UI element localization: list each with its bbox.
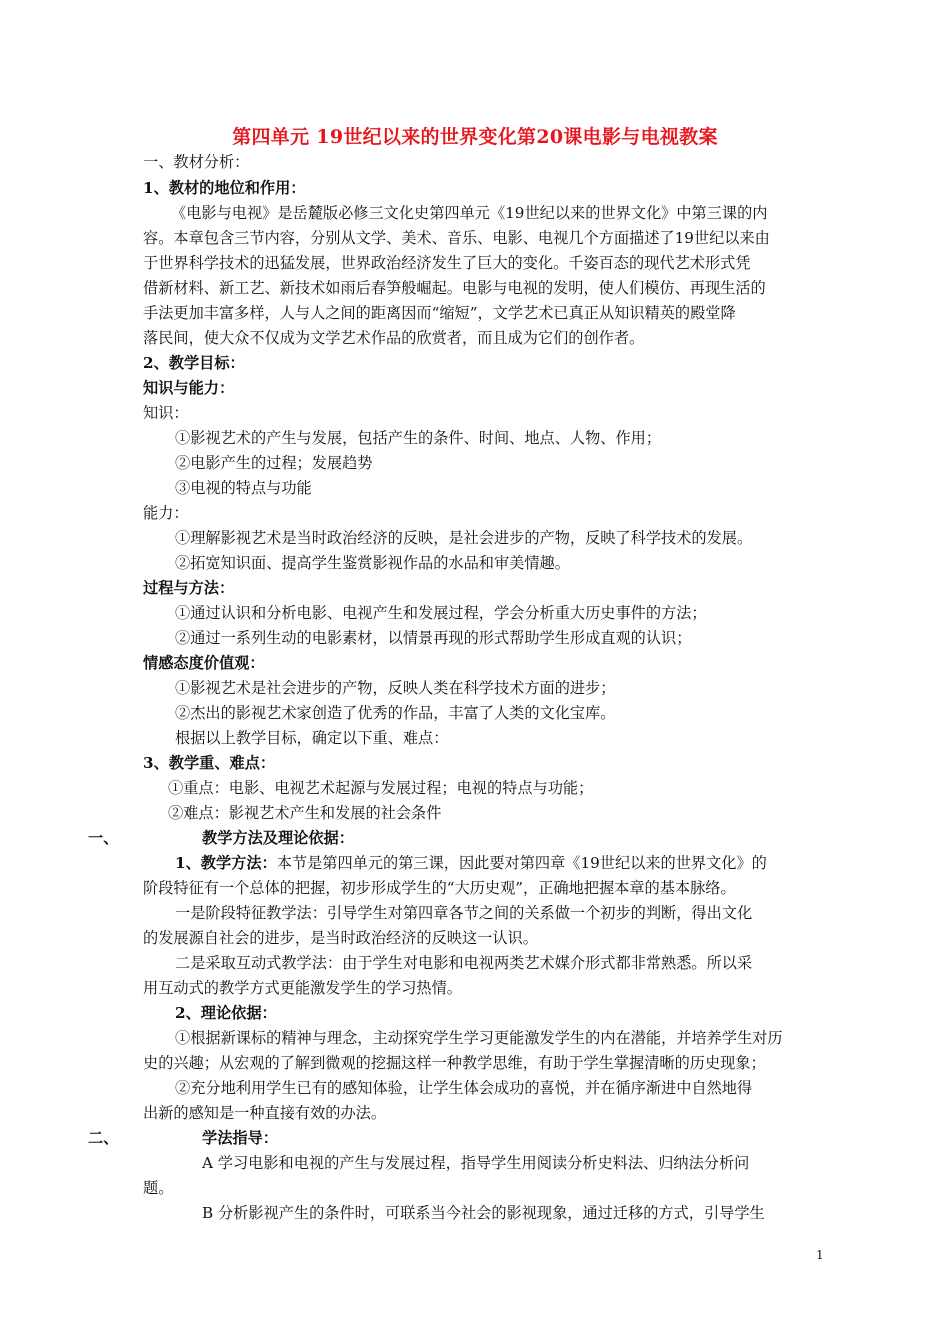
subheading-teaching-goals: 2、教学目标：: [143, 354, 245, 372]
list-item: ②难点：影视艺术产生和发展的社会条件: [168, 804, 442, 822]
label-emotion-values: 情感态度价值观：: [143, 654, 265, 672]
list-item: ②电影产生的过程；发展趋势: [175, 454, 373, 472]
subheading-theory-basis: 2、理论依据：: [175, 1004, 277, 1022]
inline-text: 本节是第四单元的第三课，因此要对第四章《19世纪以来的世界文化》的: [276, 854, 767, 872]
list-item: ②杰出的影视艺术家创造了优秀的作品，丰富了人类的文化宝库。: [175, 704, 616, 722]
paragraph-line: 二是采取互动式教学法：由于学生对电影和电视两类艺术媒介形式都非常熟悉。所以采: [175, 954, 753, 972]
label-ability: 能力：: [143, 504, 189, 522]
paragraph-line: B 分析影视产生的条件时，可联系当今社会的影视现象，通过迁移的方式，引导学生: [202, 1204, 765, 1222]
paragraph-line: 的发展源自社会的进步，是当时政治经济的反映这一认识。: [143, 929, 538, 947]
subheading-key-points: 3、教学重、难点：: [143, 754, 276, 772]
list-item: ②拓宽知识面、提高学生鉴赏影视作品的水品和审美情趣。: [175, 554, 570, 572]
paragraph-line: ②充分地利用学生已有的感知体验，让学生体会成功的喜悦，并在循序渐进中自然地得: [175, 1079, 753, 1097]
paragraph-line: A 学习电影和电视的产生与发展过程，指导学生用阅读分析史料法、归纳法分析问: [202, 1154, 750, 1172]
paragraph-line: [175, 853, 767, 873]
paragraph-line: 于世界科学技术的迅猛发展，世界政治经济发生了巨大的变化。千姿百态的现代艺术形式凭: [143, 254, 751, 272]
paragraph-line: 一是阶段特征教学法：引导学生对第四章各节之间的关系做一个初步的判断，得出文化: [175, 904, 753, 922]
paragraph-line: 出新的感知是一种直接有效的办法。: [143, 1104, 386, 1122]
paragraph-line: 《电影与电视》是岳麓版必修三文化史第四单元《19世纪以来的世界文化》中第三课的内: [171, 204, 768, 222]
section-heading-teaching-methods: 教学方法及理论依据：: [202, 829, 354, 847]
paragraph-line: 落民间，使大众不仅成为文学艺术作品的欣赏者，而且成为它们的创作者。: [143, 329, 645, 347]
section-number: 二、: [88, 1129, 119, 1147]
list-item: ①通过认识和分析电影、电视产生和发展过程，学会分析重大历史事件的方法；: [175, 604, 707, 622]
label-knowledge: 知识：: [143, 404, 189, 422]
list-item: ①影视艺术的产生与发展，包括产生的条件、时间、地点、人物、作用；: [175, 429, 661, 447]
list-item: ①影视艺术是社会进步的产物，反映人类在科学技术方面的进步；: [175, 679, 616, 697]
list-item: ②通过一系列生动的电影素材，以情景再现的形式帮助学生形成直观的认识；: [175, 629, 692, 647]
label-process-method: 过程与方法：: [143, 579, 235, 597]
inline-label-teaching-method: 1、教学方法：: [175, 854, 277, 872]
section-heading-study-guidance: 学法指导：: [202, 1129, 278, 1147]
list-item: ①重点：电影、电视艺术起源与发展过程；电视的特点与功能；: [168, 779, 594, 797]
paragraph-line: 阶段特征有一个总体的把握，初步形成学生的“大历史观”，正确地把握本章的基本脉络。: [143, 879, 736, 897]
section-number: 一、: [88, 829, 119, 847]
paragraph-line: 手法更加丰富多样，人与人之间的距离因而“缩短”，文学艺术已真正从知识精英的殿堂降: [143, 304, 736, 322]
list-item: 根据以上教学目标，确定以下重、难点：: [175, 729, 449, 747]
paragraph-line: 史的兴趣；从宏观的了解到微观的挖掘这样一种教学思维，有助于学生掌握清晰的历史现象；: [143, 1054, 766, 1072]
paragraph-line: 容。本章包含三节内容，分别从文学、美术、音乐、电影、电视几个方面描述了19世纪以来由: [143, 229, 770, 247]
section-heading-textbook-analysis: 一、教材分析：: [143, 153, 250, 171]
paragraph-line: 借新材料、新工艺、新技术如雨后春笋般崛起。电影与电视的发明，使人们模仿、再现生活的: [143, 279, 766, 297]
paragraph-line: ①根据新课标的精神与理念，主动探究学生学习更能激发学生的内在潜能，并培养学生对历: [175, 1029, 783, 1047]
label-knowledge-ability: 知识与能力：: [143, 379, 235, 397]
paragraph-line: 题。: [143, 1179, 174, 1197]
list-item: ①理解影视艺术是当时政治经济的反映，是社会进步的产物，反映了科学技术的发展。: [175, 529, 753, 547]
page-number: 1: [816, 1248, 824, 1262]
document-title: 第四单元 19世纪以来的世界变化第20课电影与电视教案: [232, 126, 718, 148]
paragraph-line: 用互动式的教学方式更能激发学生的学习热情。: [143, 979, 462, 997]
subheading-status-role: 1、教材的地位和作用：: [143, 179, 306, 197]
list-item: ③电视的特点与功能: [175, 479, 312, 497]
